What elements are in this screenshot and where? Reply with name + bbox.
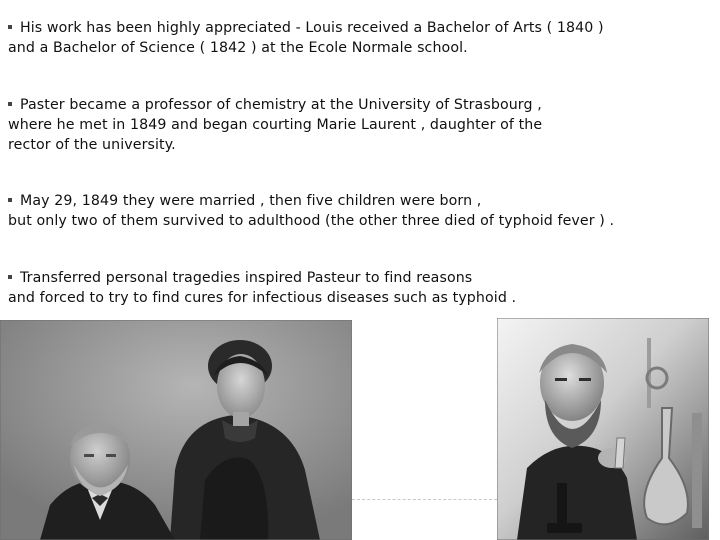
paragraph-line: and forced to try to find cures for infectious diseases such as typhoid .	[8, 290, 517, 306]
paragraph-education	[8, 18, 713, 58]
bullet-icon	[8, 198, 12, 202]
line-text: Paster became a professor of chemistry at the University of Strasbourg ,	[20, 97, 542, 113]
laboratory-scientist-illustration	[497, 318, 709, 540]
couple-portrait-illustration	[0, 320, 352, 540]
paragraph-motivation	[8, 268, 713, 308]
bullet-icon	[8, 102, 12, 106]
line-text: His work has been highly appreciated - Louis received a Bachelor of Arts ( 1840 )	[20, 20, 604, 36]
paragraph-line	[8, 191, 713, 211]
laboratory-scientist-photo	[497, 318, 709, 540]
divider-line	[352, 499, 497, 500]
line-text: Transferred personal tragedies inspired Pasteur to find reasons	[20, 270, 473, 286]
line-text: May 29, 1849 they were married , then five children were born ,	[20, 193, 482, 209]
paragraph-professorship	[8, 95, 713, 155]
paragraph-line: rector of the university.	[8, 137, 176, 153]
bullet-icon	[8, 25, 12, 29]
paragraph-marriage	[8, 191, 713, 231]
paragraph-line	[8, 18, 713, 38]
paragraph-line: where he met in 1849 and began courting Marie Laurent , daughter of the	[8, 117, 543, 133]
paragraph-line: but only two of them survived to adulthood (the other three died of typhoid fever ) .	[8, 213, 615, 229]
bullet-icon	[8, 275, 12, 279]
paragraph-line	[8, 268, 713, 288]
paragraph-line: and a Bachelor of Science ( 1842 ) at the Ecole Normale school.	[8, 40, 468, 56]
couple-portrait-photo	[0, 320, 352, 540]
paragraph-line	[8, 95, 713, 115]
